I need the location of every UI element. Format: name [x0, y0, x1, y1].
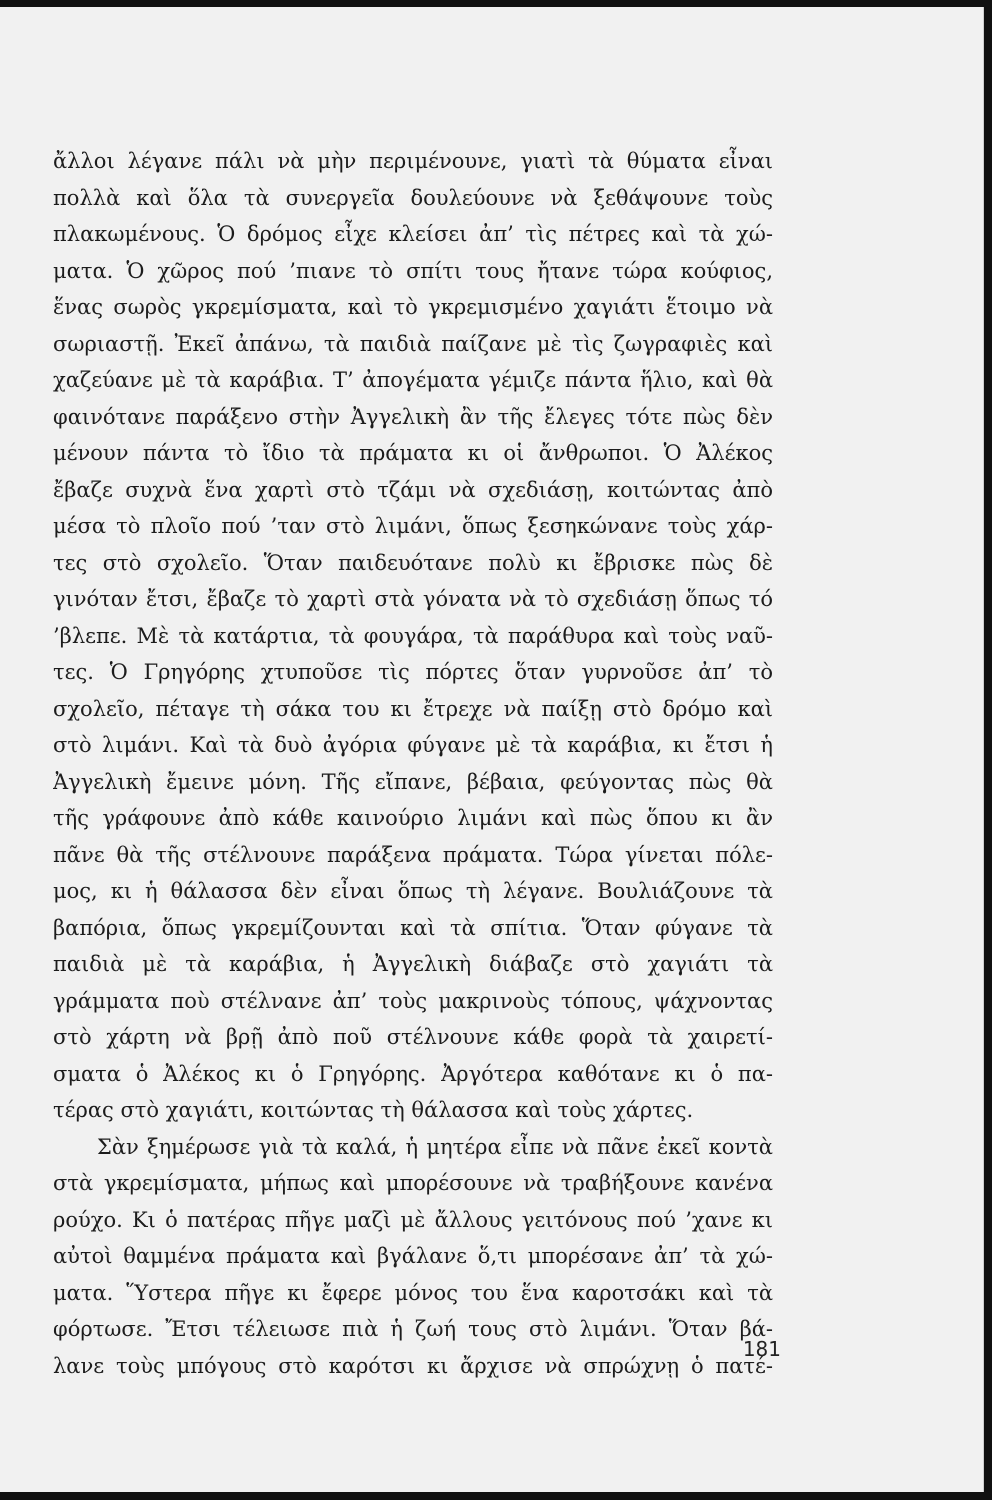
paragraph [53, 143, 773, 1129]
text-line: φόρτωσε. Ἔτσι τέλειωσε πιὰ ἡ ζωή τους στὸ λιμάνι. Ὅταν βά- [53, 1317, 773, 1341]
text-line: χαζεύανε μὲ τὰ καράβια. Τ’ ἀπογέματα γέμιζε πάντα ἥλιο, καὶ θὰ [53, 368, 773, 392]
paragraph [53, 1129, 773, 1385]
text-line: τες στὸ σχολεῖο. Ὅταν παιδευότανε πολὺ κι ἔβρισκε πὼς δὲ [53, 550, 773, 575]
text-line: τες. Ὁ Γρηγόρης χτυποῦσε τὶς πόρτες ὅταν γυρνοῦσε ἀπ’ τὸ [53, 660, 773, 684]
page-number: 181 [742, 1337, 781, 1361]
text-line: ἕνας σωρὸς γκρεμίσματα, καὶ τὸ γκρεμισμένο χαγιάτι ἕτοιμο νὰ [53, 295, 773, 319]
text-line: γράμματα ποὺ στέλνανε ἀπ’ τοὺς μακρινοὺς τόπους, ψάχνοντας [53, 988, 773, 1013]
text-line: Σὰν ξημέρωσε γιὰ τὰ καλά, ἡ μητέρα εἶπε νὰ πᾶνε ἐκεῖ κοντὰ [97, 1134, 773, 1159]
text-line: μος, κι ἡ θάλασσα δὲν εἶναι ὅπως τὴ λέγανε. Βουλιάζουνε τὰ [53, 879, 773, 903]
text-line: ἔβαζε συχνὰ ἕνα χαρτὶ στὸ τζάμι νὰ σχεδιάσῃ, κοιτώντας ἀπὸ [53, 477, 773, 502]
text-line: παιδιὰ μὲ τὰ καράβια, ἡ Ἀγγελικὴ διάβαζε στὸ χαγιάτι τὰ [53, 952, 773, 976]
text-line: πᾶνε θὰ τῆς στέλνουνε παράξενα πράματα. Τώρα γίνεται πόλε- [53, 842, 773, 867]
text-line: τέρας στὸ χαγιάτι, κοιτώντας τὴ θάλασσα καὶ τοὺς χάρτες. [53, 1098, 694, 1122]
text-line: λανε τοὺς μπόγους στὸ καρότσι κι ἄρχισε νὰ σπρώχνῃ ὁ πατέ- [53, 1353, 773, 1378]
text-line: στὸ λιμάνι. Καὶ τὰ δυὸ ἀγόρια φύγανε μὲ τὰ καράβια, κι ἔτσι ἡ [53, 733, 773, 757]
text-line: Ἀγγελικὴ ἔμεινε μόνη. Τῆς εἴπανε, βέβαια, φεύγοντας πὼς θὰ [53, 769, 773, 794]
text-line: ματα. Ὕστερα πῆγε κι ἔφερε μόνος του ἕνα καροτσάκι καὶ τὰ [53, 1280, 773, 1305]
text-line: βαπόρια, ὅπως γκρεμίζουνται καὶ τὰ σπίτια. Ὅταν φύγανε τὰ [53, 915, 773, 940]
text-line: στὸ χάρτη νὰ βρῇ ἀπὸ ποῦ στέλνουνε κάθε φορὰ τὰ χαιρετί- [53, 1025, 773, 1049]
text-line: μέσα τὸ πλοῖο πού ’ταν στὸ λιμάνι, ὅπως ξεσηκώνανε τοὺς χάρ- [53, 514, 773, 538]
text-line: σωριαστῇ. Ἐκεῖ ἀπάνω, τὰ παιδιὰ παίζανε μὲ τὶς ζωγραφιὲς καὶ [53, 331, 773, 356]
text-line: στὰ γκρεμίσματα, μήπως καὶ μπορέσουνε νὰ τραβήξουνε κανένα [53, 1171, 773, 1195]
text-line: σματα ὁ Ἀλέκος κι ὁ Γρηγόρης. Ἀργότερα καθότανε κι ὁ πα- [53, 1061, 773, 1086]
text-line: ’βλεπε. Μὲ τὰ κατάρτια, τὰ φουγάρα, τὰ παράθυρα καὶ τοὺς ναῦ- [53, 623, 773, 648]
text-line: ρούχο. Κι ὁ πατέρας πῆγε μαζὶ μὲ ἄλλους γειτόνους πού ’χανε κι [53, 1207, 773, 1232]
book-page [0, 7, 984, 1492]
text-line: πολλὰ καὶ ὅλα τὰ συνεργεῖα δουλεύουνε νὰ ξεθάψουνε τοὺς [53, 185, 773, 210]
text-line: γινόταν ἔτσι, ἔβαζε τὸ χαρτὶ στὰ γόνατα νὰ τὸ σχεδιάσῃ ὅπως τό [53, 587, 773, 611]
text-line: αὐτοὶ θαμμένα πράματα καὶ βγάλανε ὅ,τι μπορέσανε ἀπ’ τὰ χώ- [53, 1244, 773, 1268]
text-line: τῆς γράφουνε ἀπὸ κάθε καινούριο λιμάνι καὶ πὼς ὅπου κι ἂν [53, 806, 773, 830]
text-line: πλακωμένους. Ὁ δρόμος εἶχε κλείσει ἀπ’ τὶς πέτρες καὶ τὰ χώ- [53, 222, 773, 246]
body-text [53, 143, 773, 1384]
text-line: σχολεῖο, πέταγε τὴ σάκα του κι ἔτρεχε νὰ παίξῃ στὸ δρόμο καὶ [53, 696, 773, 721]
text-line: ἄλλοι λέγανε πάλι νὰ μὴν περιμένουνε, γιατὶ τὰ θύματα εἶναι [53, 149, 773, 173]
text-line: μένουν πάντα τὸ ἴδιο τὰ πράματα κι οἱ ἄνθρωποι. Ὁ Ἀλέκος [53, 441, 773, 465]
text-line: φαινότανε παράξενο στὴν Ἀγγελικὴ ἂν τῆς ἔλεγες τότε πὼς δὲν [53, 404, 773, 429]
text-line: ματα. Ὁ χῶρος πού ’πιανε τὸ σπίτι τους ἤτανε τώρα κούφιος, [53, 258, 773, 283]
